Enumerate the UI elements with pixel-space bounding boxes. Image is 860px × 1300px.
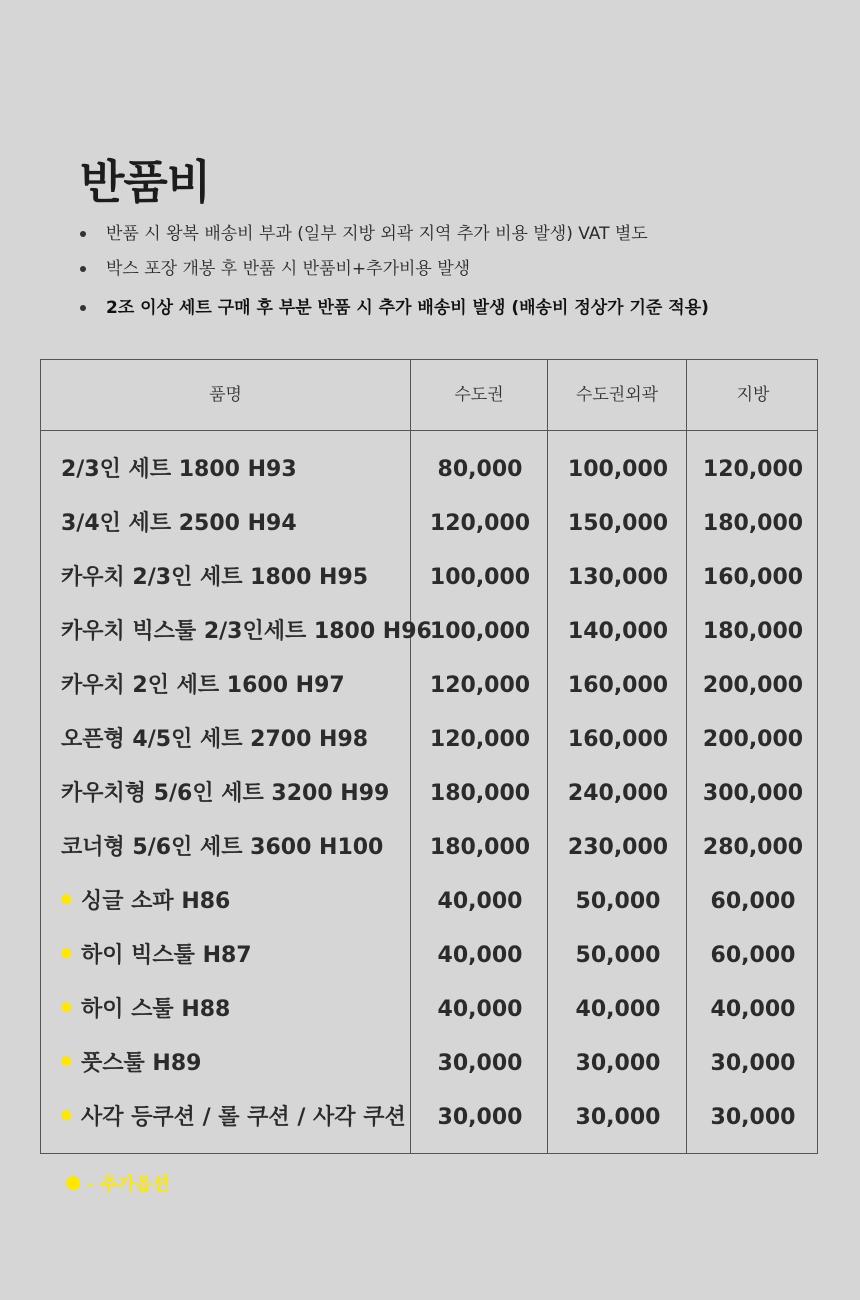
price-metro-outskirts: 130,000 [567, 565, 669, 590]
table-row [41, 713, 817, 767]
table-row [41, 443, 817, 497]
product-name: 오픈형 4/5인 세트 2700 H98 [61, 727, 369, 752]
price-provinces: 160,000 [702, 565, 804, 590]
product-name-cell [61, 1037, 411, 1091]
note-item: 박스 포장 개봉 후 반품 시 반품비+추가비용 발생 [80, 257, 470, 281]
price-provinces: 40,000 [710, 997, 796, 1022]
product-name: 풋스툴 H89 [81, 1051, 202, 1076]
product-name: 코너형 5/6인 세트 3600 H100 [61, 835, 384, 860]
table-row [41, 929, 817, 983]
price-metro-outskirts: 100,000 [567, 457, 669, 482]
option-marker-icon [61, 1110, 71, 1120]
header-divider [41, 430, 817, 431]
product-name-cell [61, 443, 411, 497]
price-metro-outskirts: 160,000 [567, 727, 669, 752]
product-name-cell [61, 1091, 411, 1145]
option-marker-icon [61, 948, 71, 958]
price-provinces: 30,000 [710, 1051, 796, 1076]
price-metro-outskirts: 140,000 [567, 619, 669, 644]
product-name-cell [61, 605, 432, 659]
table-row [41, 605, 817, 659]
note-item: 2조 이상 세트 구매 후 부분 반품 시 추가 배송비 발생 (배송비 정상가 기준 적용) [80, 296, 709, 320]
table-row [41, 821, 817, 875]
product-name: 카우치 2/3인 세트 1800 H95 [61, 565, 369, 590]
price-provinces: 180,000 [702, 511, 804, 536]
product-name-cell [61, 983, 411, 1037]
product-name: 싱글 소파 H86 [81, 889, 231, 914]
price-metro: 120,000 [429, 673, 531, 698]
header-metro: 수도권 [454, 385, 504, 405]
price-provinces: 120,000 [702, 457, 804, 482]
price-metro-outskirts: 30,000 [575, 1105, 661, 1130]
return-fee-table [40, 359, 818, 1154]
price-metro-outskirts: 160,000 [567, 673, 669, 698]
page-title: 반품비 [80, 155, 211, 209]
price-metro: 80,000 [437, 457, 523, 482]
product-name-cell [61, 929, 411, 983]
price-metro: 40,000 [437, 889, 523, 914]
legend-label: - 추가옵션 [86, 1174, 170, 1195]
table-row [41, 1091, 817, 1145]
price-metro: 100,000 [429, 619, 531, 644]
price-metro-outskirts: 230,000 [567, 835, 669, 860]
price-metro-outskirts: 240,000 [567, 781, 669, 806]
option-marker-icon [66, 1176, 80, 1190]
price-provinces: 200,000 [702, 727, 804, 752]
price-provinces: 60,000 [710, 943, 796, 968]
header-metro-outskirts: 수도권외곽 [575, 385, 659, 405]
table-row [41, 875, 817, 929]
price-metro-outskirts: 30,000 [575, 1051, 661, 1076]
price-provinces: 300,000 [702, 781, 804, 806]
note-item: 반품 시 왕복 배송비 부과 (일부 지방 외곽 지역 추가 비용 발생) VAT 별도 [80, 222, 648, 246]
product-name: 2/3인 세트 1800 H93 [61, 457, 297, 482]
product-name-cell [61, 821, 411, 875]
price-provinces: 30,000 [710, 1105, 796, 1130]
price-metro: 120,000 [429, 727, 531, 752]
price-metro: 30,000 [437, 1105, 523, 1130]
table-row [41, 767, 817, 821]
price-provinces: 180,000 [702, 619, 804, 644]
price-metro: 40,000 [437, 997, 523, 1022]
table-row [41, 983, 817, 1037]
price-metro-outskirts: 50,000 [575, 889, 661, 914]
product-name-cell [61, 767, 411, 821]
legend [66, 1170, 169, 1196]
product-name: 3/4인 세트 2500 H94 [61, 511, 297, 536]
product-name-cell [61, 497, 411, 551]
product-name: 카우치형 5/6인 세트 3200 H99 [61, 781, 390, 806]
price-metro-outskirts: 50,000 [575, 943, 661, 968]
option-marker-icon [61, 894, 71, 904]
header-provinces: 지방 [736, 385, 770, 405]
product-name: 카우치 2인 세트 1600 H97 [61, 673, 345, 698]
option-marker-icon [61, 1002, 71, 1012]
price-metro-outskirts: 40,000 [575, 997, 661, 1022]
table-row [41, 497, 817, 551]
table-row [41, 551, 817, 605]
product-name: 사각 등쿠션 / 롤 쿠션 / 사각 쿠션 [81, 1105, 406, 1130]
product-name: 하이 스툴 H88 [81, 997, 231, 1022]
price-provinces: 200,000 [702, 673, 804, 698]
product-name-cell [61, 551, 411, 605]
price-metro: 40,000 [437, 943, 523, 968]
product-name-cell [61, 875, 411, 929]
product-name: 카우치 빅스툴 2/3인세트 1800 H96 [61, 619, 432, 644]
price-metro-outskirts: 150,000 [567, 511, 669, 536]
table-row [41, 1037, 817, 1091]
price-provinces: 280,000 [702, 835, 804, 860]
price-provinces: 60,000 [710, 889, 796, 914]
header-item-name: 품명 [209, 385, 242, 405]
table-row [41, 659, 817, 713]
price-metro: 180,000 [429, 781, 531, 806]
price-metro: 120,000 [429, 511, 531, 536]
product-name: 하이 빅스툴 H87 [81, 943, 252, 968]
price-metro: 30,000 [437, 1051, 523, 1076]
product-name-cell [61, 659, 411, 713]
price-metro: 180,000 [429, 835, 531, 860]
price-metro: 100,000 [429, 565, 531, 590]
option-marker-icon [61, 1056, 71, 1066]
product-name-cell [61, 713, 411, 767]
